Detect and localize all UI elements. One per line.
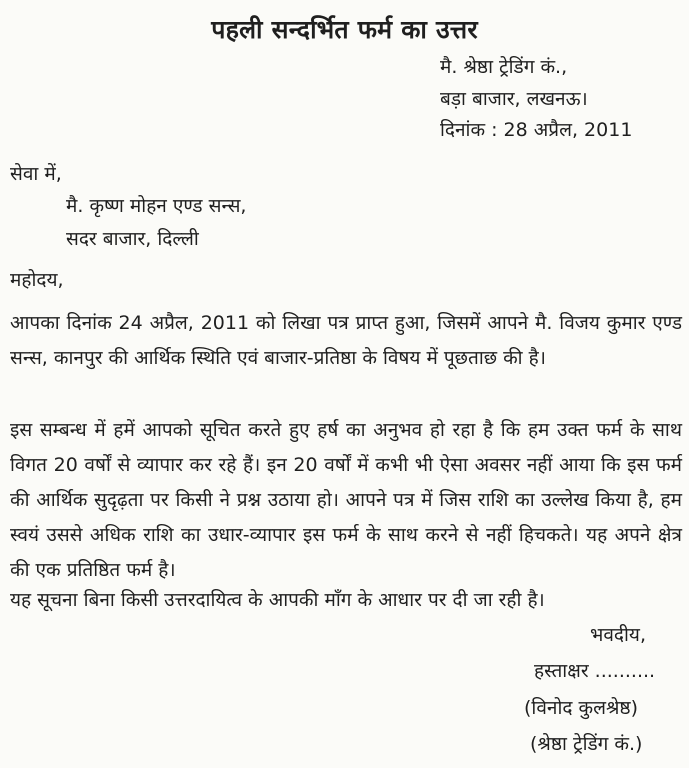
valediction: भवदीय, — [590, 624, 646, 646]
sender-name: मै. श्रेष्ठा ट्रेडिंग कं., — [440, 56, 568, 78]
signature-line: हस्ताक्षर .......... — [534, 660, 656, 682]
body-paragraph-2: इस सम्बन्ध में हमें आपको सूचित करते हुए हर्ष का अनुभव हो रहा है कि हम उक्त फर्म के साथ विगत 20 वर्षों से व्यापार कर रहे हैं। इन 20 वर्षों में कभी भी ऐसा अवसर नहीं आया कि इस फर्म की आर्थिक सुदृढ़ता पर किसी ने प्रश्न उठाया हो। आपने पत्र में जिस राशि का उल्लेख किया है, हम स्वयं उससे अधिक राशि का उधार-व्यापार इस फर्म के साथ करने से नहीं हिचकते। यह अपने क्षेत्र की एक प्रतिष्ठित फर्म है। — [10, 419, 682, 581]
letter-date: दिनांक : 28 अप्रैल, 2011 — [440, 119, 633, 141]
letter-title: पहली सन्दर्भित फर्म का उत्तर — [211, 15, 478, 44]
body-paragraph-3: यह सूचना बिना किसी उत्तरदायित्व के आपकी माँग के आधार पर दी जा रही है। — [10, 589, 545, 611]
body-paragraph-1: आपका दिनांक 24 अप्रैल, 2011 को लिखा पत्र प्राप्त हुआ, जिसमें आपने मै. विजय कुमार एण्ड सन्स, कानपुर की आर्थिक स्थिति एवं बाजार-प्रतिष्ठा के विषय में पूछताछ की है। — [10, 312, 682, 369]
greeting: महोदय, — [10, 269, 64, 291]
salutation-to: सेवा में, — [10, 163, 62, 185]
recipient-name: मै. कृष्ण मोहन एण्ड सन्स, — [66, 195, 247, 217]
sender-address: बड़ा बाजार, लखनऊ। — [440, 88, 588, 110]
recipient-address: सदर बाजार, दिल्ली — [66, 228, 199, 250]
signatory-name: (विनोद कुलश्रेष्ठ) — [524, 697, 639, 719]
signatory-firm: (श्रेष्ठा ट्रेडिंग कं.) — [530, 733, 643, 755]
